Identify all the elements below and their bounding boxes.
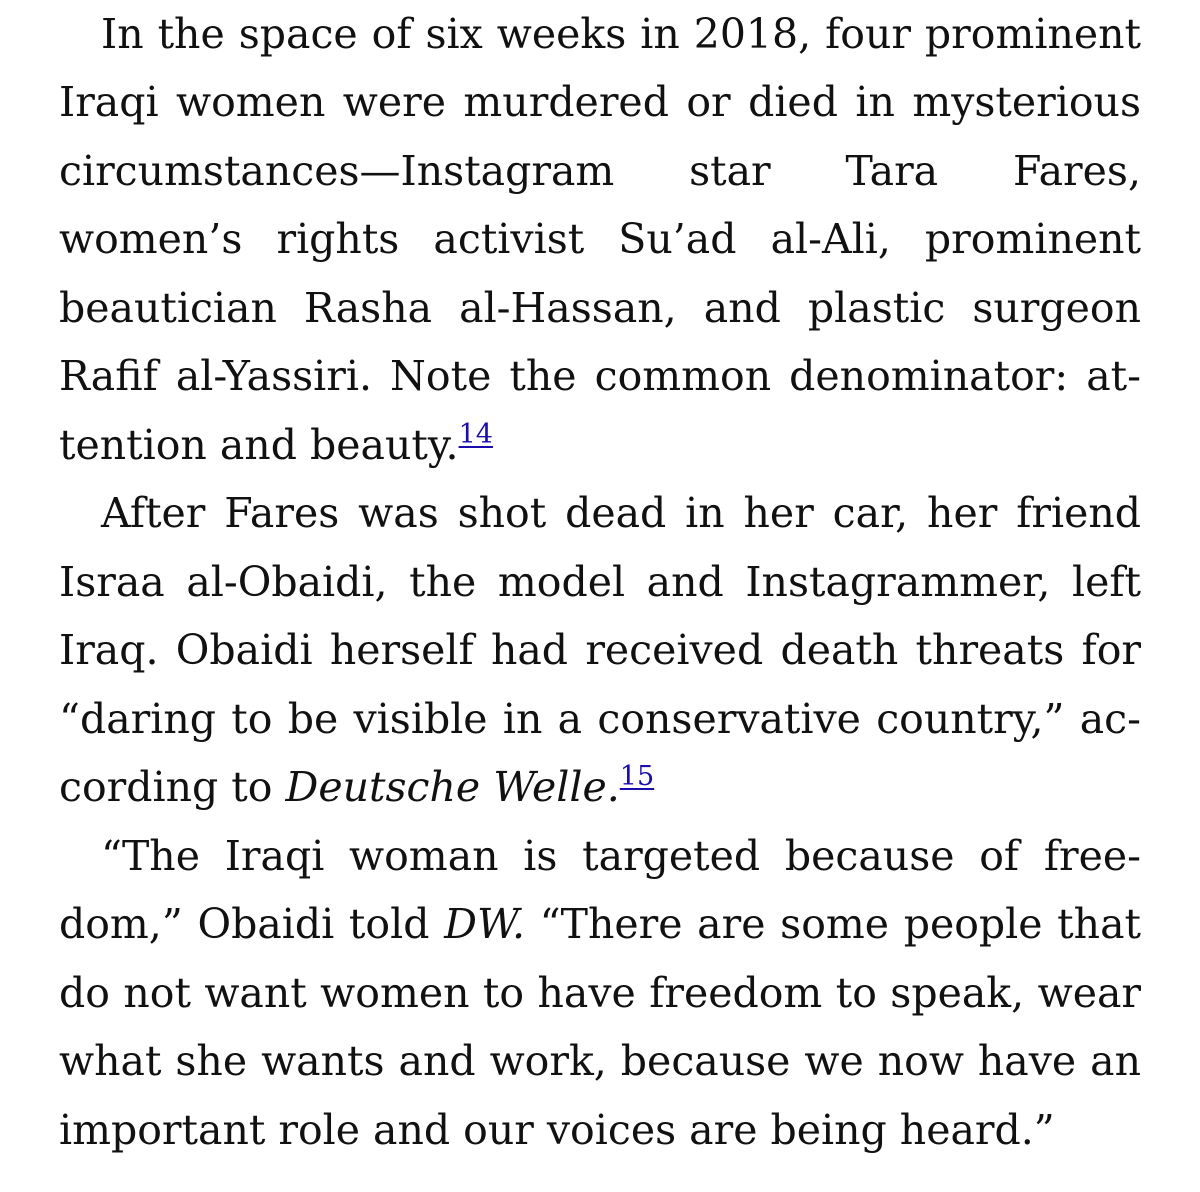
paragraph-quote [59, 822, 1141, 1165]
italic-source-abbrev: DW. [444, 900, 525, 948]
paragraph-text: After Fares was shot dead in her car, her friend Israa al-Obaidi, the model and Instagrammer, left Iraq. Obaidi herself had received death threats for “daring to be visible in a conservative country,” according to [59, 489, 1141, 811]
footnote-link-15[interactable]: 15 [619, 761, 655, 792]
paragraph-murders [59, 0, 1141, 479]
paragraph-text: “There are some people that do not want women to have freedom to speak, wear what she wants and work, because we now have an important role and our voices are being heard.” [59, 900, 1141, 1154]
footnote-link-14[interactable]: 14 [458, 418, 493, 450]
italic-source-name: Deutsche Welle. [285, 763, 620, 811]
paragraph-text: In the space of six weeks in 2018, four prominent Iraqi women were murdered or died in mysterious circumstances—Instagram star Tara Fares, women’s rights activist Su’ad al-Ali, prominent beautician Rasha al-Hassan, and plastic surgeon Rafif al-Yassiri. Note the common denominator: attention and beauty. [59, 9, 1141, 469]
paragraph-obaidi [59, 479, 1141, 822]
text-column [59, 0, 1141, 1164]
paragraph-text: “The Iraqi woman is targeted because of freedom,” Obaidi told [59, 831, 1141, 948]
